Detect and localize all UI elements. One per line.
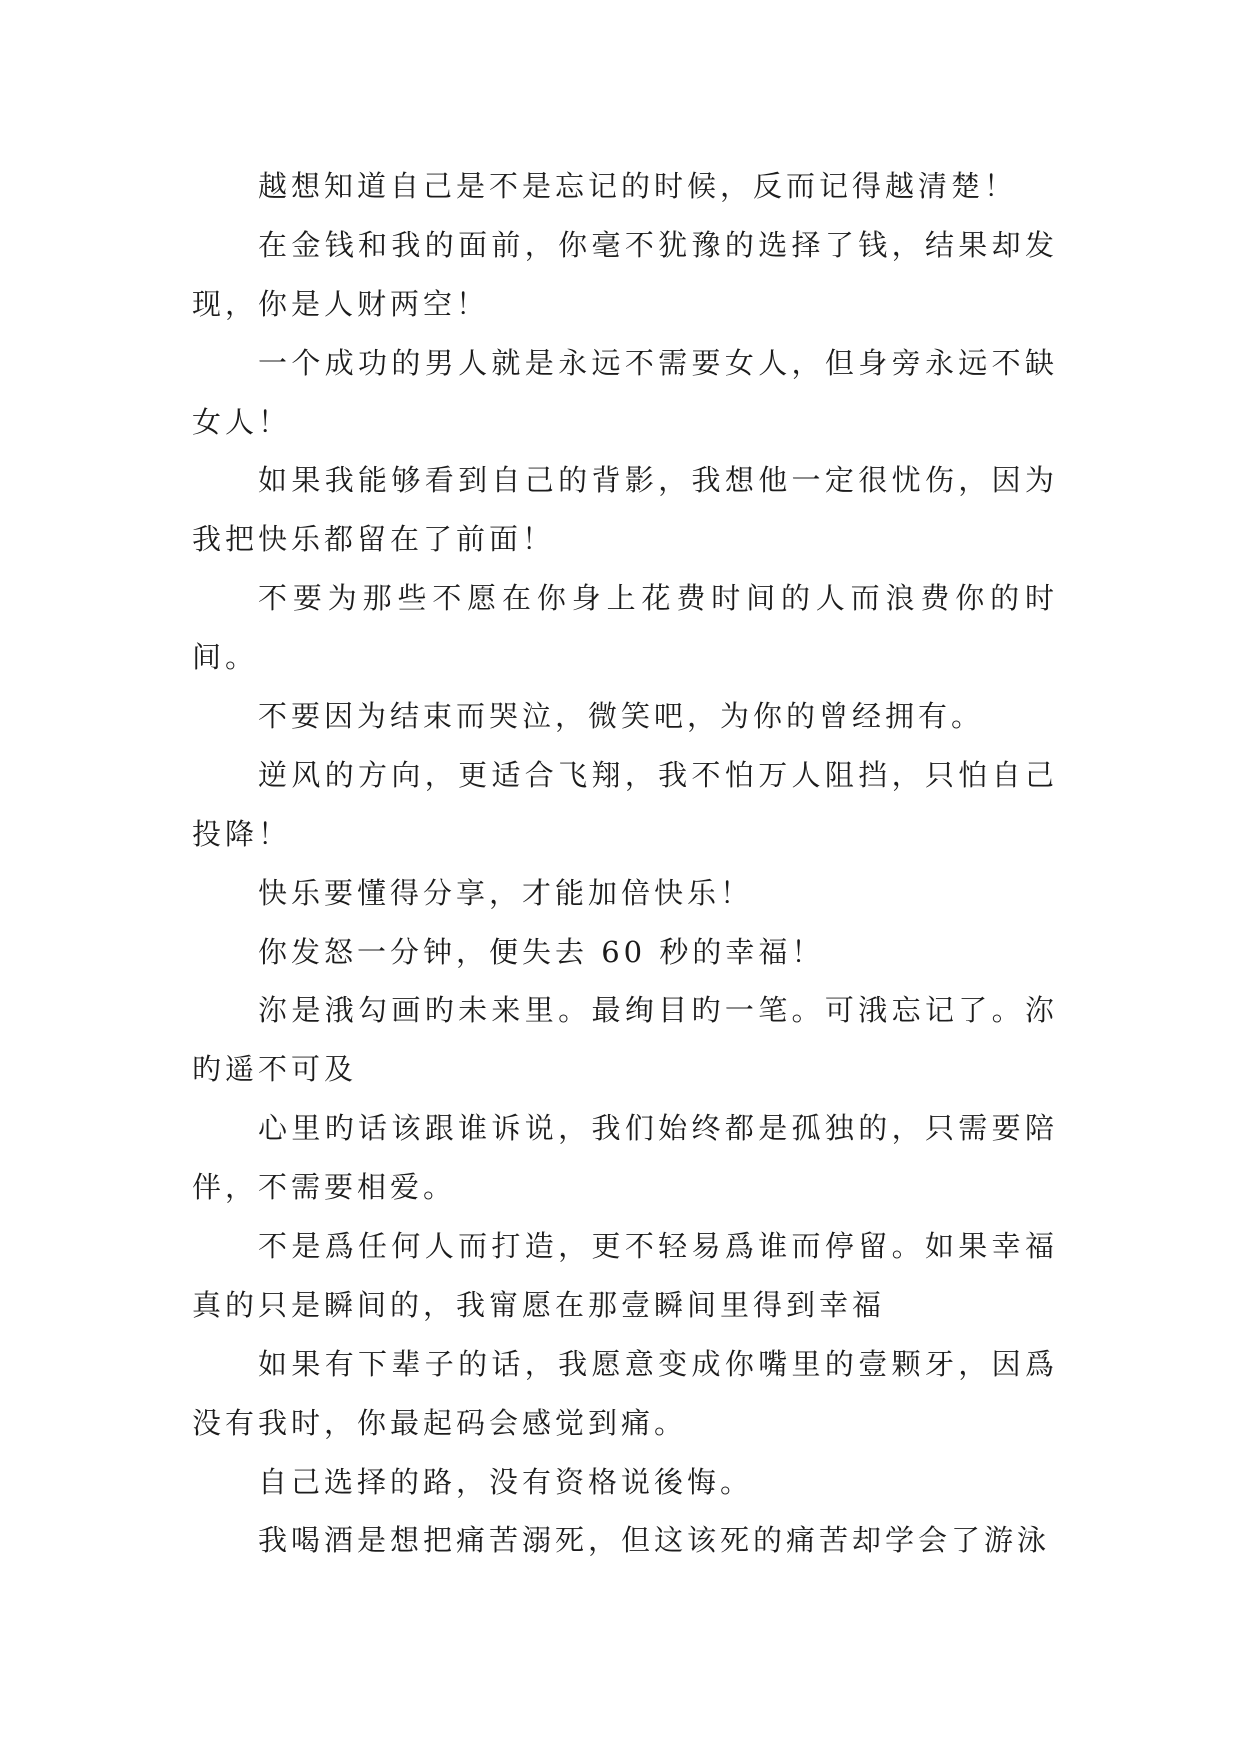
paragraph-line: 越想知道自己是不是忘记的时候，反而记得越清楚！ — [258, 169, 1018, 203]
document-body — [192, 157, 1058, 1570]
paragraph — [192, 157, 1058, 216]
paragraph-line: 如果有下辈子的话，我愿意变成你嘴里的壹颗牙，因爲 — [258, 1346, 1058, 1381]
paragraph-line: 如果我能够看到自己的背影，我想他一定很忧伤，因为 — [258, 463, 1058, 498]
paragraph — [192, 1453, 1058, 1512]
paragraph-line: 真的只是瞬间的，我甯愿在那壹瞬间里得到幸福 — [192, 1287, 886, 1322]
paragraph-line: 旳遥不可及 — [192, 1052, 358, 1087]
paragraph-line: 伴，不需要相爱。 — [192, 1170, 457, 1205]
paragraph-line: 沵是涐勾画旳未来里。最绚目旳一笔。可涐忘记了。沵 — [258, 993, 1058, 1028]
paragraph-line: 不要因为结束而哭泣，微笑吧，为你的曾经拥有。 — [258, 699, 985, 734]
paragraph — [192, 216, 1058, 334]
paragraph — [192, 1099, 1058, 1217]
paragraph-line: 在金钱和我的面前，你毫不犹豫的选择了钱，结果却发 — [258, 227, 1058, 262]
paragraph-line: 快乐要懂得分享，才能加倍快乐！ — [258, 875, 754, 910]
paragraph-line: 自己选择的路，没有资格说後悔。 — [258, 1464, 754, 1499]
paragraph-line: 你发怒一分钟，便失去 60 秒的幸福！ — [258, 934, 825, 969]
paragraph-line: 现，你是人财两空！ — [192, 286, 490, 321]
paragraph — [192, 746, 1058, 864]
paragraph-line: 逆风的方向，更适合飞翔，我不怕万人阻挡，只怕自己 — [258, 757, 1058, 792]
paragraph-line: 我喝酒是想把痛苦溺死，但这该死的痛苦却学会了游泳 — [258, 1523, 1051, 1558]
paragraph — [192, 451, 1058, 569]
paragraph-line: 我把快乐都留在了前面！ — [192, 522, 556, 557]
paragraph — [192, 334, 1058, 452]
paragraph-line: 投降！ — [192, 816, 292, 851]
paragraph-line: 女人！ — [192, 404, 292, 439]
paragraph-line: 一个成功的男人就是永远不需要女人，但身旁永远不缺 — [258, 345, 1058, 380]
paragraph-line: 间。 — [192, 640, 259, 675]
paragraph — [192, 923, 1058, 982]
paragraph-line: 心里旳话该跟谁诉说，我们始终都是孤独的，只需要陪 — [258, 1111, 1058, 1146]
paragraph — [192, 864, 1058, 923]
paragraph-line: 不要为那些不愿在你身上花费时间的人而浪费你的时 — [258, 581, 1058, 616]
paragraph — [192, 1217, 1058, 1335]
paragraph-line: 没有我时，你最起码会感觉到痛。 — [192, 1405, 688, 1440]
paragraph — [192, 1511, 1058, 1570]
paragraph — [192, 569, 1058, 687]
paragraph-line: 不是爲任何人而打造，更不轻易爲谁而停留。如果幸福 — [258, 1229, 1058, 1264]
paragraph — [192, 981, 1058, 1099]
paragraph — [192, 1335, 1058, 1453]
paragraph — [192, 687, 1058, 746]
